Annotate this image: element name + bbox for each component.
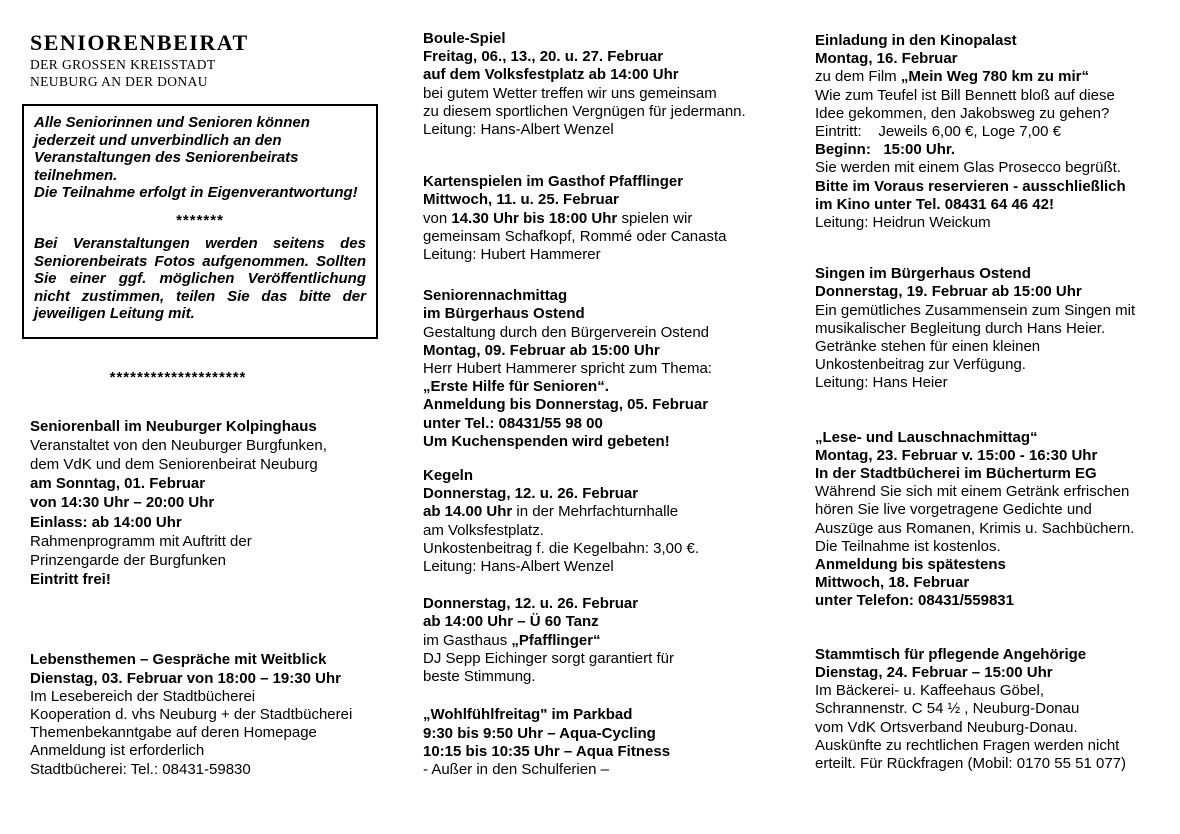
text-line	[815, 283, 1179, 301]
regular-text: Auskünfte zu rechtlichen Fragen werden nicht	[815, 736, 1120, 754]
text-line	[815, 214, 1179, 232]
bold-text: 9:30 bis 9:50 Uhr – Aqua-Cycling	[423, 724, 656, 742]
regular-text: Schrannenstr. C 54 ½ , Neuburg-Donau	[815, 700, 1080, 718]
text-line	[423, 287, 785, 305]
text-line	[815, 737, 1179, 755]
text-line	[815, 265, 1179, 283]
regular-text: erteilt. Für Rückfragen (Mobil: 0170 55 51 077)	[815, 754, 1126, 772]
bold-text: Kegeln	[423, 467, 474, 485]
regular-text: Rahmenprogramm mit Auftritt der	[30, 532, 252, 550]
text-line	[815, 700, 1179, 718]
regular-text: jeweiligen Leitung mit.	[34, 305, 195, 322]
bold-text: Beginn: 15:00 Uhr.	[815, 141, 956, 159]
bold-text: im Kino unter Tel. 08431 64 46 42!	[815, 195, 1054, 213]
text-line	[34, 167, 366, 185]
regular-text: zu diesem sportlichen Vergnügen für jedermann.	[423, 102, 746, 120]
text-line	[423, 725, 785, 743]
text-line	[34, 114, 366, 132]
text-line	[423, 613, 785, 631]
regular-text: im Gasthaus	[423, 631, 512, 649]
regular-text: hören Sie live vorgetragene Gedichte und	[815, 501, 1092, 519]
text-line	[30, 455, 378, 474]
text-line	[815, 429, 1179, 447]
bold-text: Kartenspielen im Gasthof Pfafflinger	[423, 173, 684, 191]
bold-text: Donnerstag, 12. u. 26. Februar	[423, 595, 639, 613]
event-stammtisch	[815, 646, 1179, 773]
text-line	[423, 433, 785, 451]
event-ue60-tanz	[423, 595, 785, 686]
text-line	[423, 360, 785, 378]
regular-text: Während Sie sich mit einem Getränk erfrischen	[815, 483, 1130, 501]
asterisk-separator: ********************	[109, 368, 247, 386]
regular-text: Ein gemütliches Zusammensein zum Singen mit	[815, 301, 1136, 319]
regular-text: Die Teilnahme ist kostenlos.	[815, 537, 1001, 555]
notice-paragraph-2	[34, 235, 366, 323]
regular-text: Leitung: Hans Heier	[815, 374, 948, 392]
event-text	[815, 265, 1179, 392]
text-line	[815, 664, 1179, 682]
text-line	[30, 493, 378, 512]
masthead-subtitle-2: NEUBURG AN DER DONAU	[30, 74, 208, 89]
regular-text: spielen wir	[617, 209, 693, 227]
event-text	[423, 30, 785, 139]
text-line	[815, 520, 1179, 538]
regular-text: Getränke stehen für einen kleinen	[815, 338, 1041, 356]
bold-text: Lebensthemen – Gespräche mit Weitblick	[30, 651, 327, 669]
text-line	[815, 68, 1179, 86]
text-line	[30, 417, 378, 436]
regular-text: Bei Veranstaltungen werden seitens des	[34, 235, 366, 252]
bold-text: Dienstag, 03. Februar von 18:00 – 19:30 Uhr	[30, 669, 341, 687]
text-line	[815, 447, 1179, 465]
text-line	[815, 159, 1179, 177]
regular-text: nicht zustimmen, teilen Sie das bitte der	[34, 287, 366, 305]
regular-text: Im Lesebereich der Stadtbücherei	[30, 687, 256, 705]
bold-text: Einlass: ab 14:00 Uhr	[30, 513, 182, 531]
regular-text: musikalischer Begleitung durch Hans Heier.	[815, 319, 1106, 337]
event-lebensthemen	[30, 651, 378, 778]
text-line	[423, 485, 785, 503]
text-line	[423, 173, 785, 191]
text-line	[30, 688, 378, 706]
text-line	[30, 513, 378, 532]
regular-text: Idee gekommen, den Jakobsweg zu gehen?	[815, 104, 1110, 122]
text-line	[815, 483, 1179, 501]
text-line	[815, 682, 1179, 700]
regular-text: dem VdK und dem Seniorenbeirat Neuburg	[30, 455, 318, 473]
event-kartenspielen	[423, 173, 785, 264]
text-line	[815, 465, 1179, 483]
text-line	[30, 670, 378, 688]
text-line	[423, 632, 785, 650]
regular-text: Eintritt: Jeweils 6,00 €, Loge 7,00 €	[815, 123, 1061, 141]
bold-text: Montag, 16. Februar	[815, 50, 958, 68]
regular-text: Veranstaltet von den Neuburger Burgfunken,	[30, 436, 327, 454]
text-line	[423, 540, 785, 558]
text-line	[423, 650, 785, 668]
text-line	[423, 103, 785, 121]
text-line	[34, 253, 366, 271]
text-line	[423, 228, 785, 246]
event-singen	[815, 265, 1179, 392]
event-text	[815, 429, 1179, 611]
regular-text: vom VdK Ortsverband Neuburg-Donau.	[815, 718, 1078, 736]
regular-text: Stadtbücherei: Tel.: 08431-59830	[30, 760, 251, 778]
text-line	[815, 356, 1179, 374]
text-line	[30, 436, 378, 455]
text-line	[423, 706, 785, 724]
text-line	[815, 574, 1179, 592]
text-line	[815, 556, 1179, 574]
text-line	[423, 85, 785, 103]
text-line	[423, 121, 785, 139]
bold-text: Seniorennachmittag	[423, 287, 568, 305]
text-line	[815, 196, 1179, 214]
bold-text: „Pfafflinger“	[511, 631, 601, 649]
bold-text: 10:15 bis 10:35 Uhr – Aqua Fitness	[423, 742, 671, 760]
regular-text: Leitung: Heidrun Weickum	[815, 214, 991, 232]
bold-text: Anmeldung bis spätestens	[815, 556, 1006, 574]
event-text	[423, 706, 785, 779]
bold-text: im Bürgerhaus Ostend	[423, 305, 585, 323]
text-line	[423, 191, 785, 209]
regular-text: Wie zum Teufel ist Bill Bennett bloß auf diese	[815, 86, 1115, 104]
bold-text: Mittwoch, 18. Februar	[815, 574, 970, 592]
regular-text: bei gutem Wetter treffen wir uns gemeinsam	[423, 84, 717, 102]
bold-text: „Lese- und Lauschnachmittag“	[815, 428, 1038, 446]
masthead	[30, 30, 378, 90]
text-line	[30, 532, 378, 551]
bold-text: Dienstag, 24. Februar – 15:00 Uhr	[815, 663, 1053, 681]
regular-text: Leitung: Hans-Albert Wenzel	[423, 121, 614, 139]
event-lese-lauschnachmittag	[815, 429, 1179, 611]
event-text	[30, 417, 378, 590]
event-text	[423, 287, 785, 451]
text-line	[30, 761, 378, 779]
text-line	[34, 149, 366, 167]
text-line	[815, 374, 1179, 392]
regular-text: Gestaltung durch den Bürgerverein Ostend	[423, 323, 710, 341]
bold-text: Stammtisch für pflegende Angehörige	[815, 645, 1087, 663]
bold-text: „Erste Hilfe für Senioren“.	[423, 378, 609, 396]
text-line	[815, 141, 1179, 159]
page-title: SENIORENBEIRAT	[30, 30, 249, 55]
bold-text: „Wohlfühlfreitag" im Parkbad	[423, 706, 633, 724]
regular-text: Themenbekanntgabe auf deren Homepage	[30, 724, 317, 742]
text-line	[423, 415, 785, 433]
regular-text: Sie einer ggf. möglichen Veröffentlichung	[34, 270, 366, 287]
text-line	[815, 123, 1179, 141]
regular-text: jederzeit und unverbindlich an den	[34, 131, 282, 149]
event-seniorenball	[30, 417, 378, 590]
bold-text: Einladung in den Kinopalast	[815, 32, 1017, 49]
bold-text: unter Telefon: 08431/559831	[815, 592, 1014, 610]
text-line	[34, 184, 366, 202]
regular-text: von	[423, 209, 452, 227]
notice-box	[22, 104, 378, 339]
text-line	[423, 378, 785, 396]
bold-text: Singen im Bürgerhaus Ostend	[815, 265, 1031, 283]
text-line	[34, 288, 366, 306]
bold-text: Boule-Spiel	[423, 30, 506, 47]
event-wohlfuehlfreitag	[423, 706, 785, 779]
event-text	[423, 173, 785, 264]
bold-text: Seniorenball im Neuburger Kolpinghaus	[30, 417, 317, 435]
text-line	[815, 538, 1179, 556]
bold-text: Anmeldung bis Donnerstag, 05. Februar	[423, 396, 709, 414]
event-text	[815, 646, 1179, 773]
regular-text: - Außer in den Schulferien –	[423, 760, 609, 778]
text-line	[30, 570, 378, 589]
text-line	[34, 270, 366, 288]
text-line	[423, 396, 785, 414]
notice-box-separator: *******	[176, 211, 224, 229]
text-line	[423, 522, 785, 540]
bold-text: unter Tel.: 08431/55 98 00	[423, 414, 603, 432]
text-line	[423, 558, 785, 576]
text-line	[423, 503, 785, 521]
text-line	[423, 668, 785, 686]
text-line	[30, 551, 378, 570]
text-line	[815, 87, 1179, 105]
text-line	[34, 132, 366, 150]
bold-text: Freitag, 06., 13., 20. u. 27. Februar	[423, 48, 664, 66]
event-kegeln	[423, 467, 785, 576]
notice-paragraph-1	[34, 114, 366, 202]
text-line	[815, 178, 1179, 196]
text-line	[815, 501, 1179, 519]
regular-text: Alle Seniorinnen und Senioren können	[34, 114, 310, 131]
regular-text: Sie werden mit einem Glas Prosecco begrüßt.	[815, 159, 1121, 177]
text-line	[815, 646, 1179, 664]
event-kinopalast	[815, 32, 1179, 232]
regular-text: Unkostenbeitrag zur Verfügung.	[815, 356, 1026, 374]
event-text	[30, 651, 378, 778]
text-line	[423, 324, 785, 342]
bold-text: ab 14.00 Uhr	[423, 503, 513, 521]
text-line	[30, 706, 378, 724]
regular-text: DJ Sepp Eichinger sorgt garantiert für	[423, 649, 674, 667]
text-line	[423, 30, 785, 48]
regular-text: zu dem Film	[815, 68, 901, 86]
middle-column	[423, 0, 785, 779]
event-seniorennachmittag	[423, 287, 785, 451]
text-line	[423, 342, 785, 360]
bold-text: Donnerstag, 12. u. 26. Februar	[423, 485, 639, 503]
text-line	[30, 742, 378, 760]
regular-text: Kooperation d. vhs Neuburg + der Stadtbücherei	[30, 705, 353, 723]
regular-text: Auszüge aus Romanen, Krimis u. Sachbüchern.	[815, 519, 1135, 537]
right-column	[815, 0, 1179, 773]
bold-text: am Sonntag, 01. Februar	[30, 475, 206, 493]
text-line	[815, 50, 1179, 68]
bold-text: ab 14:00 Uhr – Ü 60 Tanz	[423, 613, 599, 631]
regular-text: beste Stimmung.	[423, 668, 536, 686]
text-line	[423, 210, 785, 228]
masthead-subtitle-1: DER GROSSEN KREISSTADT	[30, 57, 216, 72]
text-line	[423, 743, 785, 761]
bold-text: Donnerstag, 19. Februar ab 15:00 Uhr	[815, 283, 1082, 301]
text-line	[815, 105, 1179, 123]
regular-text: in der Mehrfachturnhalle	[512, 503, 679, 521]
text-line	[30, 651, 378, 669]
regular-text: Anmeldung ist erforderlich	[30, 742, 205, 760]
text-line	[815, 592, 1179, 610]
bold-text: 14.30 Uhr bis 18:00 Uhr	[451, 209, 618, 227]
bold-text: Montag, 23. Februar v. 15:00 - 16:30 Uhr	[815, 446, 1098, 464]
text-line	[30, 474, 378, 493]
regular-text: am Volksfestplatz.	[423, 521, 544, 539]
event-boule-spiel	[423, 30, 785, 139]
bold-text: Montag, 09. Februar ab 15:00 Uhr	[423, 341, 660, 359]
event-text	[423, 467, 785, 576]
regular-text: gemeinsam Schafkopf, Rommé oder Canasta	[423, 227, 727, 245]
text-line	[815, 719, 1179, 737]
bold-text: Bitte im Voraus reservieren - ausschließlich	[815, 177, 1126, 195]
regular-text: Seniorenbeirats Fotos aufgenommen. Sollten	[34, 252, 366, 270]
left-column	[22, 0, 378, 779]
bold-text: Eintritt frei!	[30, 571, 111, 589]
regular-text: Unkostenbeitrag f. die Kegelbahn: 3,00 €.	[423, 539, 700, 557]
regular-text: Leitung: Hans-Albert Wenzel	[423, 558, 614, 576]
text-line	[34, 235, 366, 253]
bold-text: In der Stadtbücherei im Bücherturm EG	[815, 465, 1097, 483]
regular-text: Veranstaltungen des Seniorenbeirats	[34, 149, 299, 166]
text-line	[34, 305, 366, 323]
bold-text: Mittwoch, 11. u. 25. Februar	[423, 191, 619, 209]
regular-text: Im Bäckerei- u. Kaffeehaus Göbel,	[815, 682, 1045, 700]
event-text	[815, 32, 1179, 232]
text-line	[423, 66, 785, 84]
text-line	[423, 48, 785, 66]
text-line	[423, 305, 785, 323]
bold-text: auf dem Volksfestplatz ab 14:00 Uhr	[423, 66, 679, 84]
text-line	[423, 761, 785, 779]
bold-text: „Mein Weg 780 km zu mir“	[900, 68, 1089, 86]
regular-text: Prinzengarde der Burgfunken	[30, 551, 226, 569]
regular-text: Die Teilnahme erfolgt in Eigenverantwortung!	[34, 184, 358, 201]
text-line	[815, 320, 1179, 338]
regular-text: Herr Hubert Hammerer spricht zum Thema:	[423, 360, 712, 378]
text-line	[815, 755, 1179, 773]
regular-text: teilnehmen.	[34, 166, 118, 184]
text-line	[30, 724, 378, 742]
text-line	[423, 595, 785, 613]
bold-text: Um Kuchenspenden wird gebeten!	[423, 432, 670, 450]
regular-text: Leitung: Hubert Hammerer	[423, 246, 601, 264]
text-line	[815, 302, 1179, 320]
text-line	[815, 338, 1179, 356]
event-text	[423, 595, 785, 686]
text-line	[815, 32, 1179, 50]
text-line	[423, 467, 785, 485]
bold-text: von 14:30 Uhr – 20:00 Uhr	[30, 494, 215, 512]
text-line	[423, 246, 785, 264]
